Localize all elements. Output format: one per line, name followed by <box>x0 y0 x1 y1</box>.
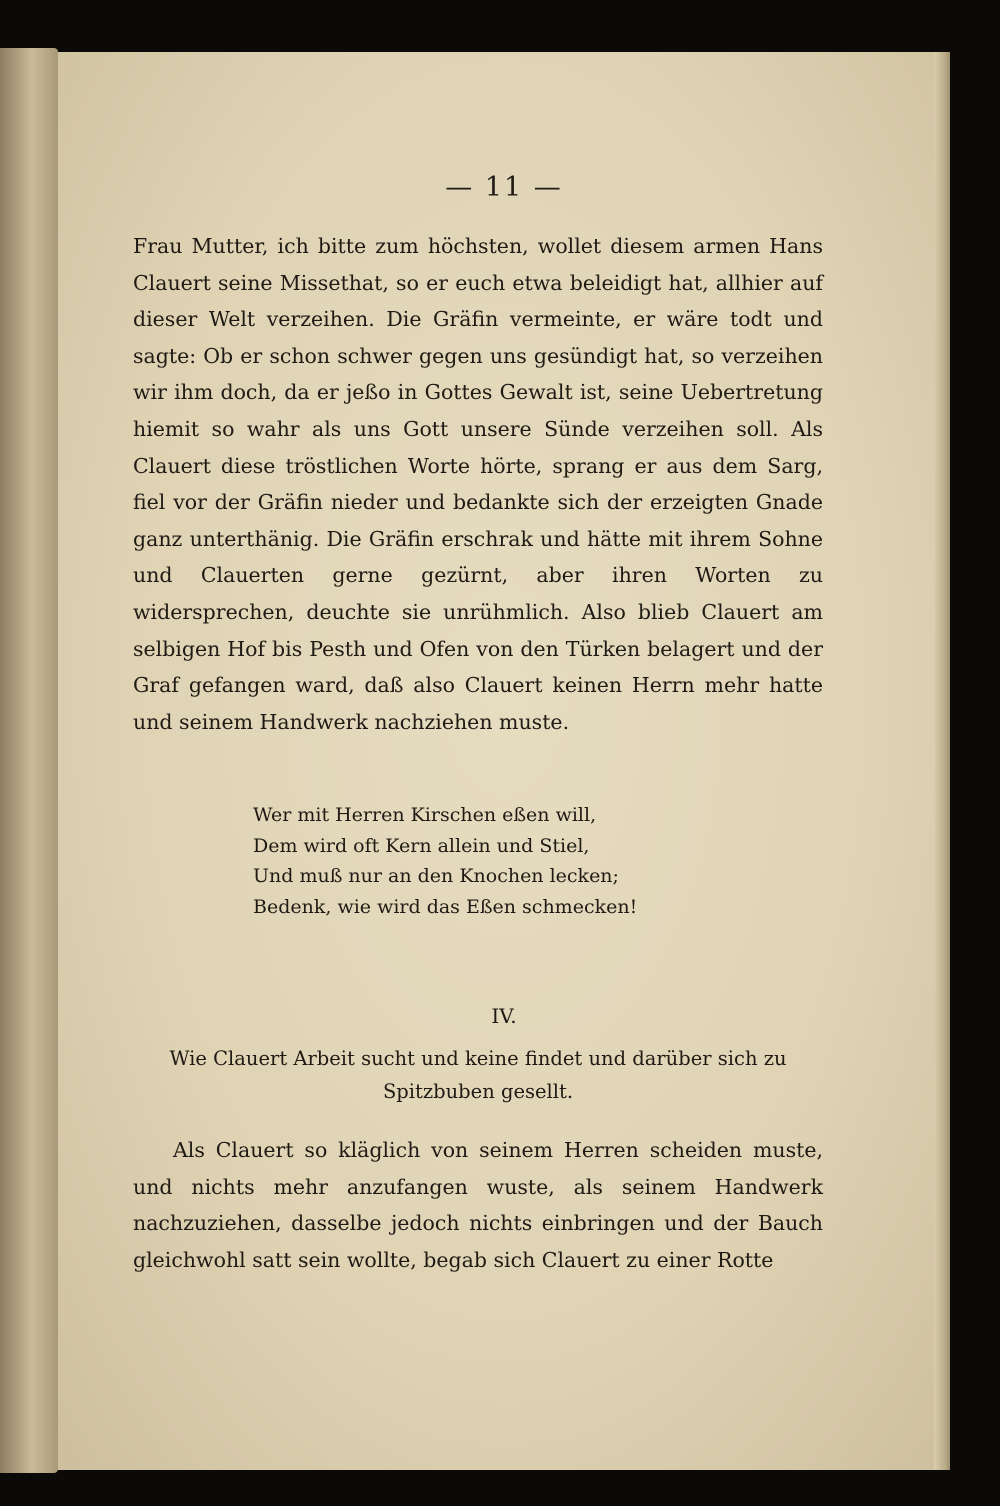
paragraph-continued: Frau Mutter, ich bitte zum höchsten, wollet diesem armen Hans Clauert seine Missethat, so er euch etwa beleidigt hat, allhier auf dieser Welt verzeihen. Die Gräfin vermeinte, er wäre todt und sagte: Ob er schon schwer gegen uns gesündigt hat, so verzeihen wir ihm doch, da er jeßo in Gottes Gewalt ist, seine Uebertretung hiemit so wahr als uns Gott unsere Sünde verzeihen soll. Als Clauert diese tröstlichen Worte hörte, sprang er aus dem Sarg, fiel vor der Gräfin nieder und bedankte sich der erzeigten Gnade ganz unterthänig. Die Gräfin erschrak und hätte mit ihrem Sohne und Clauerten gerne gezürnt, aber ihren Worten zu widersprechen, deuchte sie unrühmlich. Also blieb Clauert am selbigen Hof bis Pesth und Ofen von den Türken belagert und der Graf gefangen ward, daß also Clauert keinen Herrn mehr hatte und seinem Handwerk nachziehen muste. <box>133 234 823 734</box>
book-spine-left-page <box>0 48 58 1473</box>
poem-line: Bedenk, wie wird das Eßen schmecken! <box>253 895 638 918</box>
poem-line: Dem wird oft Kern allein und Stiel, <box>253 834 590 857</box>
chapter-title: Wie Clauert Arbeit sucht und keine findet und darüber sich zu Spitzbuben gesellt. <box>169 1047 787 1103</box>
poem-line: Und muß nur an den Knochen lecken; <box>253 865 619 887</box>
chapter-paragraph: Als Clauert so kläglich von seinem Herren scheiden muste, und nichts mehr anzufangen wuste, als seinem Handwerk nachzuziehen, dasselbe jedoch nichts einbringen und der Bauch gleichwohl satt sein wollte, begab sich Clauert zu einer Rotte <box>133 1138 823 1272</box>
page-edge <box>934 52 950 1470</box>
poem <box>253 800 773 922</box>
chapter-number: IV. <box>491 1004 517 1028</box>
book-page <box>58 52 950 1470</box>
page-number: — 11 — <box>445 172 563 203</box>
poem-line: Wer mit Herren Kirschen eßen will, <box>253 804 597 826</box>
